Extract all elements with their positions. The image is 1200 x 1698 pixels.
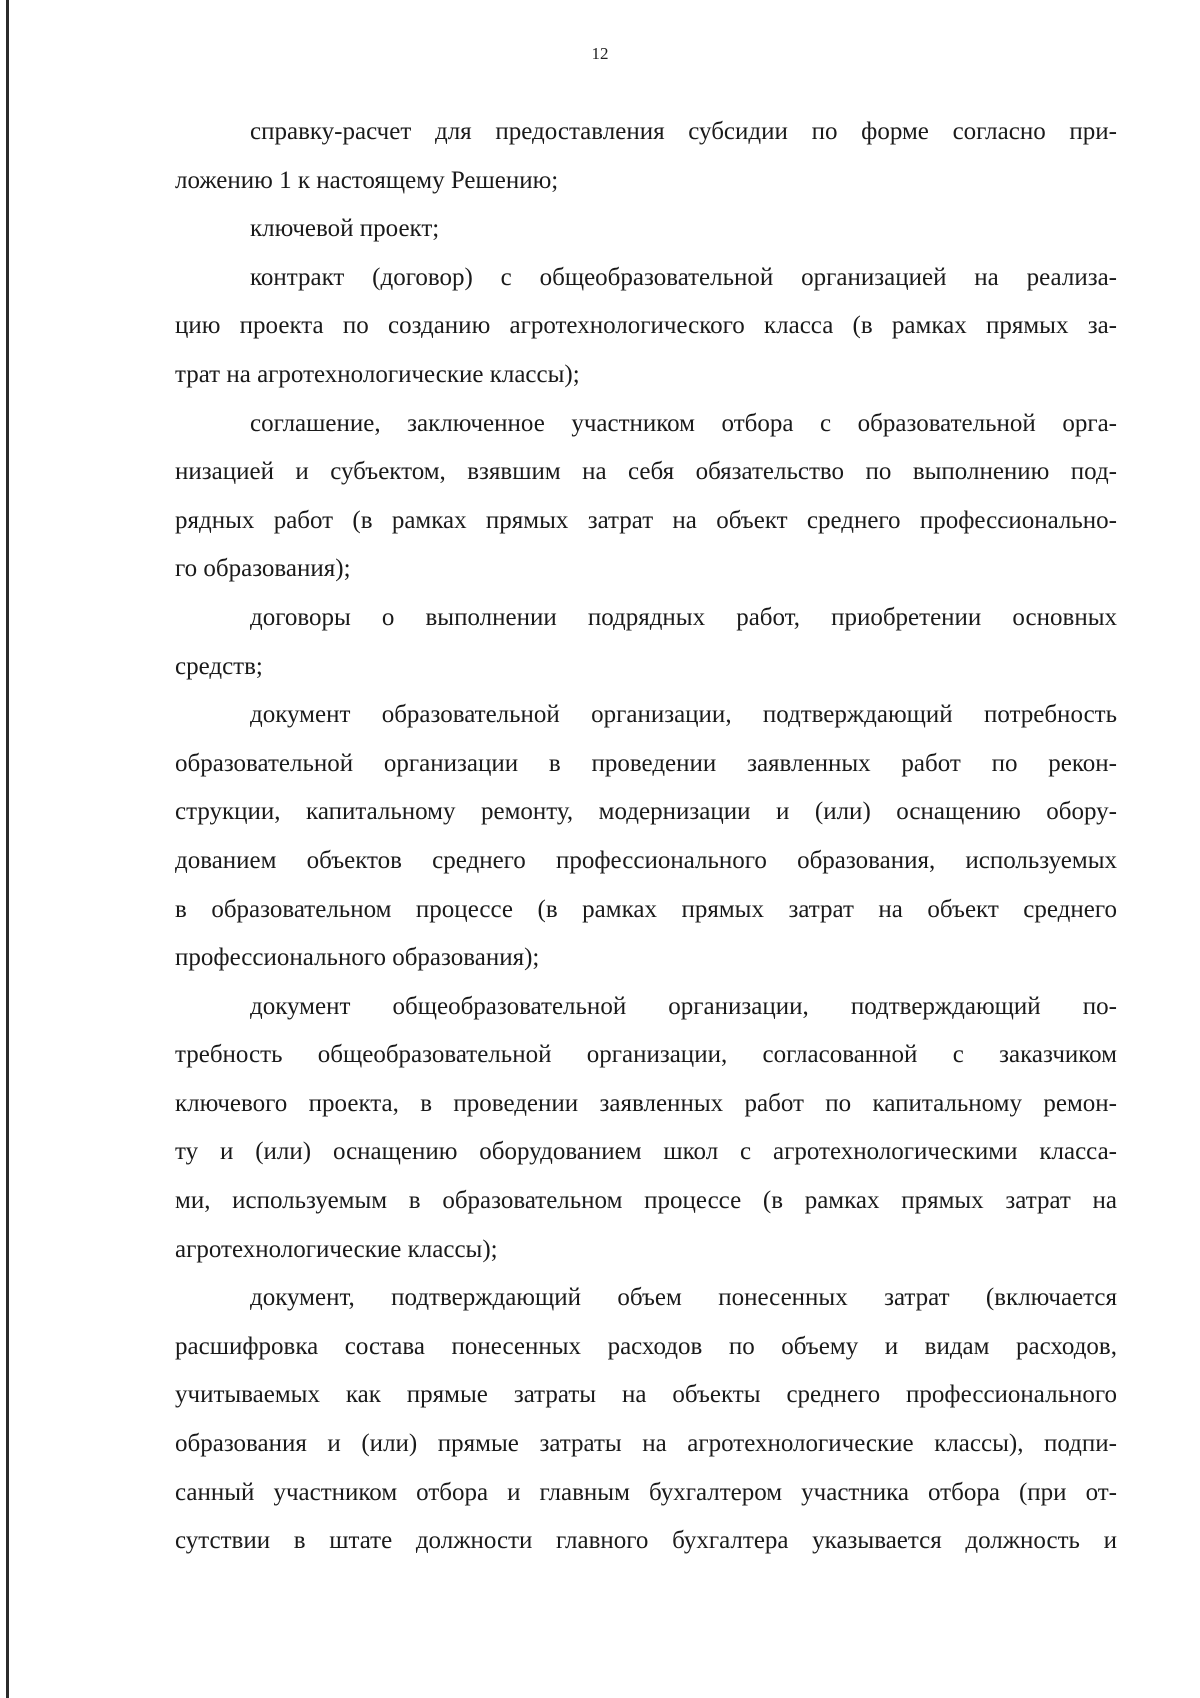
paragraph	[175, 108, 1117, 205]
text-line: дованием объектов среднего профессионального образования, используемых	[175, 846, 1117, 874]
paragraph	[175, 1274, 1117, 1566]
paragraph	[175, 594, 1117, 691]
text-line: ключевой проект;	[250, 215, 440, 243]
paragraph	[175, 691, 1117, 983]
text-line: учитываемых как прямые затраты на объекты среднего профессионального	[175, 1381, 1117, 1409]
text-line: документ образовательной организации, подтверждающий потребность	[250, 701, 1117, 729]
text-line: ту и (или) оснащению оборудованием школ с агротехнологическими класса-	[175, 1138, 1117, 1166]
text-line: санный участником отбора и главным бухгалтером участника отбора (при от-	[175, 1478, 1117, 1506]
text-line: расшифровка состава понесенных расходов по объему и видам расходов,	[175, 1332, 1117, 1360]
document-body	[175, 108, 1117, 1566]
text-line: цию проекта по созданию агротехнологического класса (в рамках прямых за-	[175, 312, 1117, 340]
text-line: агротехнологические классы);	[175, 1235, 498, 1263]
text-line: ми, используемым в образовательном процессе (в рамках прямых затрат на	[175, 1187, 1117, 1215]
scan-edge-line	[6, 0, 9, 1698]
text-line: рядных работ (в рамках прямых затрат на объект среднего профессионально-	[175, 506, 1117, 534]
text-line: образования и (или) прямые затраты на агротехнологические классы), подпи-	[175, 1430, 1117, 1458]
text-line: профессионального образования);	[175, 944, 540, 972]
text-line: документ, подтверждающий объем понесенных затрат (включается	[250, 1284, 1117, 1312]
paragraph	[175, 400, 1117, 594]
paragraph	[175, 254, 1117, 400]
text-line: договоры о выполнении подрядных работ, приобретении основных	[250, 603, 1117, 631]
paragraph	[175, 983, 1117, 1275]
text-line: го образования);	[175, 555, 351, 583]
paragraph	[175, 205, 1117, 254]
text-line: образовательной организации в проведении заявленных работ по рекон-	[175, 749, 1117, 777]
text-line: контракт (договор) с общеобразовательной организацией на реализа-	[250, 263, 1117, 291]
text-line: в образовательном процессе (в рамках прямых затрат на объект среднего	[175, 895, 1117, 923]
text-line: сутствии в штате должности главного бухгалтера указывается должность и	[175, 1527, 1117, 1555]
text-line: низацией и субъектом, взявшим на себя обязательство по выполнению под-	[175, 458, 1117, 486]
text-line: трат на агротехнологические классы);	[175, 360, 580, 388]
page-number: 12	[591, 44, 609, 63]
text-line: ключевого проекта, в проведении заявленных работ по капитальному ремон-	[175, 1089, 1117, 1117]
text-line: соглашение, заключенное участником отбора с образовательной орга-	[250, 409, 1117, 437]
text-line: документ общеобразовательной организации, подтверждающий по-	[250, 992, 1117, 1020]
text-line: требность общеобразовательной организации, согласованной с заказчиком	[175, 1041, 1117, 1069]
text-line: справку-расчет для предоставления субсидии по форме согласно при-	[250, 118, 1117, 145]
text-line: струкции, капитальному ремонту, модернизации и (или) оснащению обору-	[175, 798, 1117, 826]
text-line: средств;	[175, 652, 263, 680]
text-line: ложению 1 к настоящему Решению;	[175, 166, 559, 194]
